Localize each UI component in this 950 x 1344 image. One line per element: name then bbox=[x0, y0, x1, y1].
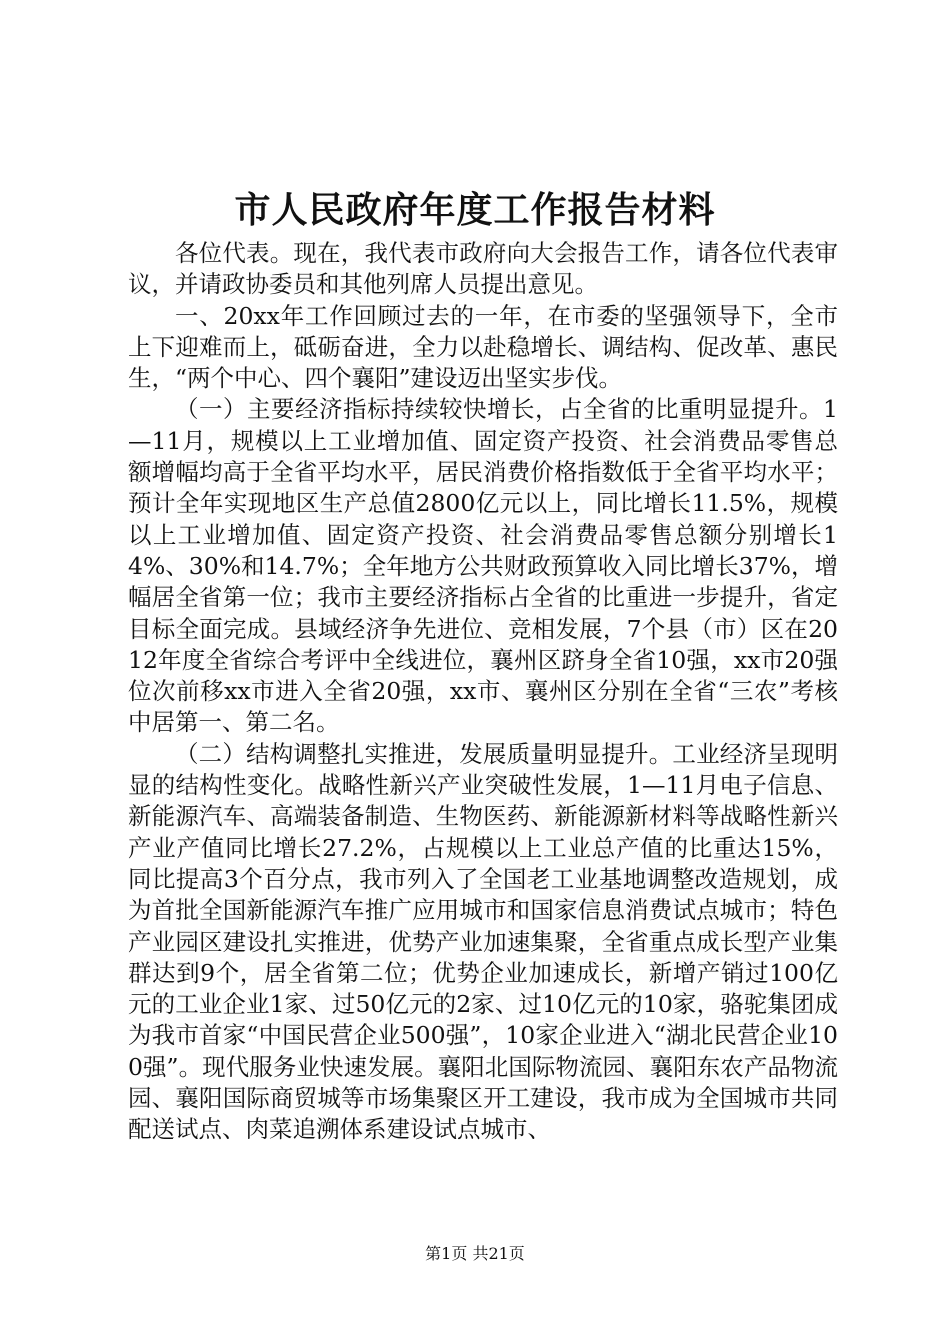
page-footer: 第1页 共21页 bbox=[425, 1244, 525, 1263]
paragraph-economic-indicators: （一）主要经济指标持续较快增长，占全省的比重明显提升。1—11月，规模以上工业增加值、固定资产投资、社会消费品零售总额增幅均高于全省平均水平，居民消费价格指数低于全省平均水平；预计全年实现地区生产总值2800亿元以上，同比增长11.5%，规模以上工业增加值、固定资产投资、社会消费品零售总额分别增长14%、30%和14.7%；全年地方公共财政预算收入同比增长37%，增幅居全省第一位；我市主要经济指标占全省的比重进一步提升，省定目标全面完成。县域经济争先进位、竞相发展，7个县（市）区在2012年度全省综合考评中全线进位，襄州区跻身全省10强，xx市20强位次前移xx市进入全省20强，xx市、襄州区分别在全省“三农”考核中居第一、第二名。 bbox=[128, 395, 838, 737]
paragraph-review: 一、20xx年工作回顾过去的一年，在市委的坚强领导下，全市上下迎难而上，砥砺奋进，全力以赴稳增长、调结构、促改革、惠民生，“两个中心、四个襄阳”建设迈出坚实步伐。 bbox=[128, 301, 838, 393]
document-title: 市人民政府年度工作报告材料 bbox=[234, 189, 716, 231]
paragraph-structural-adjustment: （二）结构调整扎实推进，发展质量明显提升。工业经济呈现明显的结构性变化。战略性新兴产业突破性发展，1—11月电子信息、新能源汽车、高端装备制造、生物医药、新能源新材料等战略性新兴产业产值同比增长27.2%，占规模以上工业总产值的比重达15%，同比提高3个百分点，我市列入了全国老工业基地调整改造规划，成为首批全国新能源汽车推广应用城市和国家信息消费试点城市；特色产业园区建设扎实推进，优势产业加速集聚，全省重点成长型产业集群达到9个，居全省第二位；优势企业加速成长，新增产销过100亿元的工业企业1家、过50亿元的2家、过10亿元的10家，骆驼集团成为我市首家“中国民营企业500强”，10家企业进入“湖北民营企业100强”。现代服务业快速发展。襄阳北国际物流园、襄阳东农产品物流园、襄阳国际商贸城等市场集聚区开工建设，我市成为全国城市共同配送试点、肉菜追溯体系建设试点城市、 bbox=[128, 739, 838, 1144]
paragraph-opening: 各位代表。现在，我代表市政府向大会报告工作，请各位代表审议，并请政协委员和其他列席人员提出意见。 bbox=[128, 239, 838, 299]
document-body bbox=[128, 238, 838, 1146]
